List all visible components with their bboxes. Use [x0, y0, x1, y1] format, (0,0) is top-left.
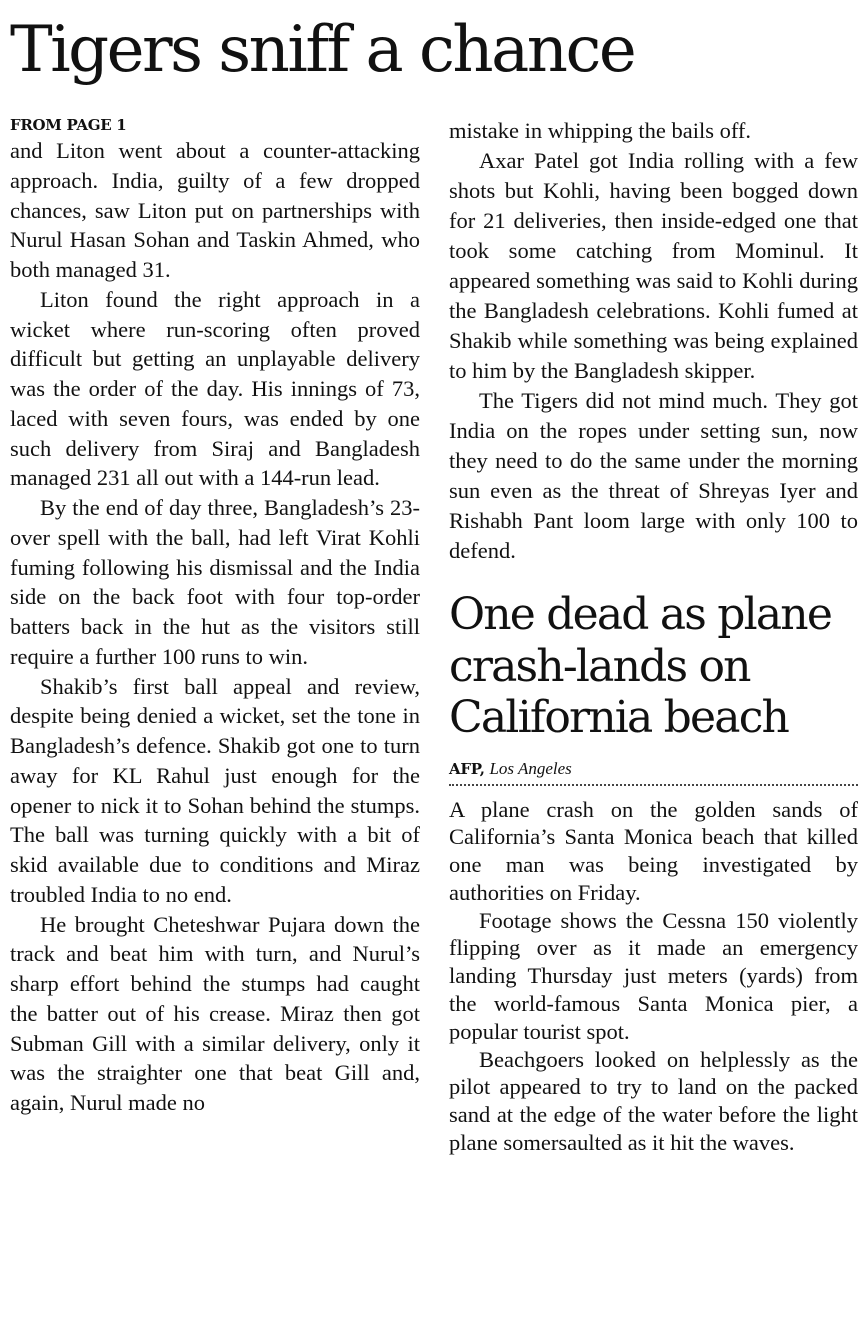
story2-byline — [449, 758, 858, 786]
story1-paragraph: By the end of day three, Bangladesh’s 23-over spell with the ball, had left Virat Kohli fuming following his dismissal and the India side on the back foot with four top-order batters back in the hut as the visitors still require a further 100 runs to win. — [10, 495, 420, 669]
byline-place: Los Angeles — [489, 758, 572, 778]
story1-kicker: FROM PAGE 1 — [10, 116, 127, 134]
story1-headline: Tigers sniff a chance — [10, 13, 635, 87]
story2-headline: One dead as plane crash-lands on California beach — [449, 589, 832, 743]
byline-agency: AFP, — [449, 759, 485, 778]
story1-paragraph: He brought Cheteshwar Pujara down the track and beat him with turn, and Nurul’s sharp effort behind the stumps had caught the batter out of his crease. Miraz then got Subman Gill with a similar delivery, only it was the straighter one that beat Gill and, again, Nurul made no — [10, 911, 420, 1115]
story1-paragraph: mistake in whipping the bails off. — [449, 118, 752, 143]
story1-paragraph: Liton found the right approach in a wicket where run-scoring often proved difficult but getting an unplayable delivery was the order of the day. His innings of 73, laced with seven fours, was ended by one such delivery from Siraj and Bangladesh managed 231 all out with a 144-run lead. — [10, 286, 420, 491]
story1-paragraph: Shakib’s first ball appeal and review, despite being denied a wicket, set the tone in Bangladesh’s defence. Shakib got one to turn away for KL Rahul just enough for the opener to nick it to Sohan behind the stumps. The ball was turning quickly with a bit of skid available due to conditions and Miraz troubled India to no end. — [10, 673, 420, 907]
story1-paragraph: and Liton went about a counter-attacking approach. India, guilty of a few dropped chances, saw Liton put on partnerships with Nurul Hasan Sohan and Taskin Ahmed, who both managed 31. — [10, 138, 420, 282]
story2-paragraph: A plane crash on the golden sands of California’s Santa Monica beach that killed one man was being investigated by authorities on Friday. — [449, 796, 858, 905]
story1-paragraph: The Tigers did not mind much. They got India on the ropes under setting sun, now they need to do the same under the morning sun even as the threat of Shreyas Iyer and Rishabh Pant loom large with only 100 to defend. — [449, 388, 858, 563]
story1-paragraph: Axar Patel got India rolling with a few shots but Kohli, having been bogged down for 21 deliveries, then inside-edged one that took some catching from Mominul. It appeared something was said to Kohli during the Bangladesh celebrations. Kohli fumed at Shakib while something was being explained to him by the Bangladesh skipper. — [449, 148, 858, 383]
right-column — [449, 116, 858, 1157]
story2-body — [449, 796, 858, 1157]
story1-left-column — [10, 114, 420, 1118]
story2-paragraph: Beachgoers looked on helplessly as the pilot appeared to try to land on the packed sand at the edge of the water before the light plane somersaulted as it hit the waves. — [449, 1046, 858, 1156]
story2-paragraph: Footage shows the Cessna 150 violently flipping over as it made an emergency landing Thursday just meters (yards) from the world-famous Santa Monica pier, a popular tourist spot. — [449, 907, 858, 1044]
